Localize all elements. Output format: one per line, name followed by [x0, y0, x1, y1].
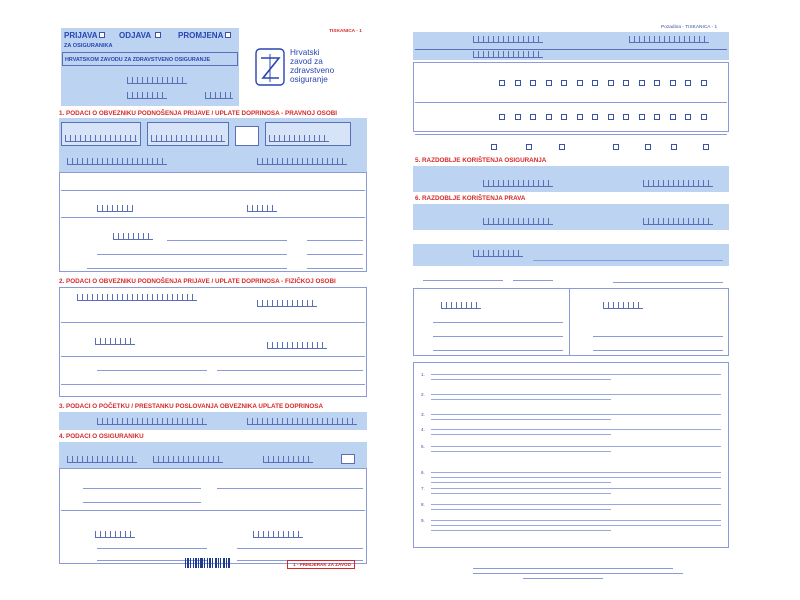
grid-checkbox[interactable] [499, 114, 505, 120]
footer-stamp: 1 - PRIMJERAK ZA ZAVOD [293, 562, 351, 567]
note-text-line [431, 446, 721, 447]
section-3-title: 3. PODACI O POČETKU / PRESTANKU POSLOVANJA OBVEZNIKA UPLATE DOPRINOSA [59, 403, 324, 410]
back-sign-date-right[interactable] [603, 302, 643, 309]
s3-start-date-field[interactable] [97, 418, 207, 425]
s1-oib-field[interactable] [65, 135, 137, 142]
s4-date-field[interactable] [263, 456, 313, 463]
odjava-checkbox[interactable] [155, 32, 161, 38]
back-sign-divider [569, 288, 570, 356]
back-field-1[interactable] [473, 36, 543, 43]
s2-rule-3 [61, 384, 365, 385]
sign-line-2 [423, 280, 503, 281]
grid-checkbox[interactable] [654, 114, 660, 120]
s5-start-field[interactable] [483, 180, 553, 187]
note-text-line [431, 399, 611, 400]
back-footer-line-2 [473, 573, 683, 574]
note-text-line [431, 493, 611, 494]
s4-mbo-field[interactable] [153, 456, 223, 463]
s1-date-field[interactable] [269, 135, 329, 142]
grid-checkbox[interactable] [654, 80, 660, 86]
s2-rule-2 [61, 356, 365, 357]
section-1-title: 1. PODACI O OBVEZNIKU PODNOŠENJA PRIJAVE / UPLATE DOPRINOSA - PRAVNOJ OSOBI [59, 110, 338, 117]
s1-line-d [307, 254, 363, 255]
s4-line-d [97, 548, 207, 549]
note-text-line [431, 429, 721, 430]
grid-checkbox[interactable] [701, 80, 707, 86]
note-text-line [431, 414, 721, 415]
s1-reg-field[interactable] [151, 135, 225, 142]
promjena-checkbox[interactable] [225, 32, 231, 38]
s1-box-c [265, 122, 351, 146]
note-text-line [431, 472, 721, 473]
logo-line-2: zavod za [290, 57, 323, 66]
note-number: 5. [421, 444, 425, 449]
sign-line-4 [613, 282, 723, 283]
s5-end-field[interactable] [643, 180, 713, 187]
za-osiguranika-label: ZA OSIGURANIKA [64, 43, 113, 49]
section-5-title: 5. RAZDOBLJE KORIŠTENJA OSIGURANJA [415, 157, 547, 164]
note-text-line [431, 504, 721, 505]
back-checkbox-f[interactable] [671, 144, 677, 150]
back-grid-panel [413, 62, 729, 132]
barcode-icon [185, 558, 231, 570]
grid-checkbox[interactable] [515, 114, 521, 120]
s1-code-box[interactable] [235, 126, 259, 146]
grid-checkbox[interactable] [561, 114, 567, 120]
s2-postcode-field[interactable] [95, 338, 135, 345]
note-number: 2. [421, 392, 425, 397]
note-text-line [431, 509, 611, 510]
s2-line-b [217, 370, 363, 371]
s4-line-e [237, 548, 363, 549]
grid-checkbox[interactable] [530, 80, 536, 86]
note-text-line [431, 477, 721, 478]
note-text-line [431, 488, 721, 489]
s1-box-a [61, 122, 141, 146]
grid-checkbox[interactable] [639, 80, 645, 86]
back-sign-line-c [593, 336, 723, 337]
grid-checkbox[interactable] [701, 114, 707, 120]
s4-postcode-field[interactable] [95, 531, 135, 538]
section-4-title: 4. PODACI O OSIGURANIKU [59, 433, 144, 440]
grid-checkbox[interactable] [639, 114, 645, 120]
prijava-checkbox[interactable] [99, 32, 105, 38]
note-number: 9. [421, 518, 425, 523]
grid-checkbox[interactable] [670, 80, 676, 86]
signature-panel [413, 244, 729, 266]
back-sign-line-d [433, 350, 563, 351]
back-checkbox-c[interactable] [559, 144, 565, 150]
note-text-line [431, 525, 721, 526]
section-6-panel [413, 204, 729, 230]
note-text-line [431, 530, 611, 531]
section-6-title: 6. RAZDOBLJE KORIŠTENJA PRAVA [415, 195, 526, 202]
note-text-line [431, 374, 721, 375]
back-sign-line-a [433, 322, 563, 323]
section-2-title: 2. PODACI O OBVEZNIKU PODNOŠENJA PRIJAVE / UPLATE DOPRINOSA - FIZIČKOJ OSOBI [59, 278, 336, 285]
back-field-3[interactable] [473, 51, 543, 58]
note-text-line [431, 520, 721, 521]
section-4-panel [59, 442, 367, 468]
back-footer-line-1 [473, 568, 673, 569]
back-rule-2 [415, 102, 727, 103]
s4-gender-box[interactable] [341, 454, 355, 464]
s2-activity-field[interactable] [267, 342, 327, 349]
back-checkbox-b[interactable] [526, 144, 532, 150]
sign-date-field[interactable] [473, 250, 523, 257]
s1-account-field[interactable] [257, 158, 347, 165]
s1-line-f [307, 268, 363, 269]
grid-checkbox[interactable] [670, 114, 676, 120]
note-text-line [431, 451, 611, 452]
s4-rule-1 [61, 510, 365, 511]
grid-checkbox[interactable] [623, 114, 629, 120]
grid-checkbox[interactable] [499, 80, 505, 86]
back-footer-line-3 [523, 578, 603, 579]
s1-line-a [167, 240, 287, 241]
s2-oib-field[interactable] [77, 294, 197, 301]
logo-text [290, 48, 334, 84]
section-5-panel [413, 166, 729, 192]
form-front-page [57, 22, 387, 567]
back-sign-line-b [433, 336, 563, 337]
grid-checkbox[interactable] [515, 80, 521, 86]
date-field[interactable] [205, 92, 233, 99]
s1-number-field[interactable] [247, 205, 277, 212]
note-number: 7. [421, 486, 425, 491]
note-number: 6. [421, 470, 425, 475]
grid-checkbox[interactable] [561, 80, 567, 86]
s2-rule-1 [61, 322, 365, 323]
back-field-2[interactable] [629, 36, 709, 43]
odjava-label: ODJAVA [119, 31, 152, 40]
back-checkbox-d[interactable] [613, 144, 619, 150]
s1-iban-field[interactable] [67, 158, 167, 165]
back-rule-1 [415, 49, 727, 50]
grid-checkbox[interactable] [592, 114, 598, 120]
grid-checkbox[interactable] [577, 80, 583, 86]
s1-box-b [147, 122, 229, 146]
back-rule-3 [415, 134, 727, 135]
s1-rule-2 [61, 217, 365, 218]
branch-office-field[interactable] [127, 92, 167, 99]
logo-line-4: osiguranje [290, 75, 328, 84]
note-number: 3. [421, 412, 425, 417]
grid-checkbox[interactable] [592, 80, 598, 86]
grid-checkbox[interactable] [577, 114, 583, 120]
s4-line-a [83, 488, 201, 489]
s4-activity-field[interactable] [253, 531, 303, 538]
grid-checkbox[interactable] [530, 114, 536, 120]
section-4-body [59, 468, 367, 564]
s1-rule-1 [61, 190, 365, 191]
s1-line-e [87, 268, 287, 269]
note-text-line [431, 482, 611, 483]
s2-line-a [97, 370, 207, 371]
back-checkbox-a[interactable] [491, 144, 497, 150]
grid-checkbox[interactable] [685, 80, 691, 86]
s2-reg-field[interactable] [257, 300, 317, 307]
grid-checkbox[interactable] [685, 114, 691, 120]
grid-checkbox[interactable] [546, 114, 552, 120]
back-checkbox-g[interactable] [703, 144, 709, 150]
regional-office-field[interactable] [127, 77, 187, 84]
s4-line-b [217, 488, 363, 489]
logo-line-1: Hrvatski [290, 48, 320, 57]
note-text-line [431, 379, 611, 380]
note-text-line [431, 419, 611, 420]
sign-line-1 [533, 260, 723, 261]
s1-line-c [97, 254, 287, 255]
s6-end-field[interactable] [643, 218, 713, 225]
prijava-label: PRIJAVA [64, 31, 98, 40]
note-number: 1. [421, 372, 425, 377]
s4-oib-field[interactable] [67, 456, 137, 463]
grid-checkbox[interactable] [608, 80, 614, 86]
s3-end-date-field[interactable] [247, 418, 357, 425]
form-back-page [413, 22, 743, 567]
note-number: 8. [421, 502, 425, 507]
logo-line-3: zdravstveno [290, 66, 335, 75]
note-text-line [431, 394, 721, 395]
s4-line-c [83, 502, 201, 503]
grid-checkbox[interactable] [608, 114, 614, 120]
s1-postcode-field[interactable] [113, 233, 153, 240]
tiskanica-label: TISKANICA - 1 [329, 29, 362, 34]
s1-line-b [307, 240, 363, 241]
note-number: 4. [421, 427, 425, 432]
back-tiskanica-label: Pozadina - TISKANICA - 1 [661, 25, 718, 30]
sign-line-3 [513, 280, 553, 281]
grid-checkbox[interactable] [623, 80, 629, 86]
hzzo-logo-icon [255, 48, 285, 86]
institution-label: HRVATSKOM ZAVODU ZA ZDRAVSTVENO OSIGURANJE [65, 57, 211, 63]
back-sign-line-e [593, 350, 723, 351]
promjena-label: PROMJENA [178, 31, 224, 40]
back-checkbox-e[interactable] [645, 144, 651, 150]
s6-start-field[interactable] [483, 218, 553, 225]
back-sign-date-left[interactable] [441, 302, 481, 309]
grid-checkbox[interactable] [546, 80, 552, 86]
section-1-body [59, 172, 367, 272]
s1-activity-field[interactable] [97, 205, 133, 212]
note-text-line [431, 434, 611, 435]
